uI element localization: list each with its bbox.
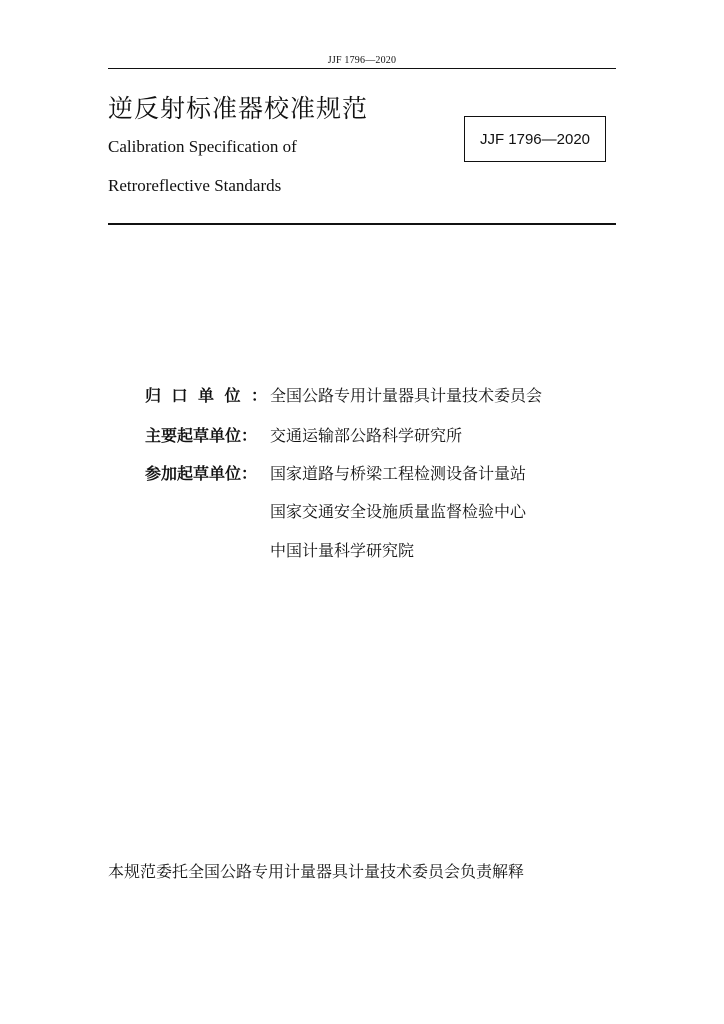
title-rule <box>108 223 616 225</box>
main-drafter-label: 主要起草单位： <box>145 426 258 445</box>
interpretation-note: 本规范委托全国公路专用计量器具计量技术委员会负责解释 <box>108 862 525 881</box>
participating-drafter-value: 国家道路与桥梁工程检测设备计量站 <box>270 464 527 483</box>
org-row-participating-2 <box>145 499 526 522</box>
header-rule <box>108 68 616 69</box>
org-row-participating-3 <box>145 538 414 561</box>
org-label-spacer <box>145 499 270 522</box>
participating-drafter-label: 参加起草单位： <box>145 464 258 483</box>
document-title-english-line2: Retroreflective Standards <box>108 176 282 195</box>
responsible-unit-label: 归口单位： <box>145 386 278 405</box>
document-title-chinese: 逆反射标准器校准规范 <box>108 94 369 123</box>
org-row-responsible <box>145 383 542 406</box>
org-row-participating-1 <box>145 461 526 484</box>
main-drafter-value: 交通运输部公路科学研究所 <box>270 426 463 445</box>
org-label-spacer <box>145 538 270 561</box>
responsible-unit-value: 全国公路专用计量器具计量技术委员会 <box>270 386 543 405</box>
participating-drafter-value: 国家交通安全设施质量监督检验中心 <box>270 502 527 521</box>
participating-drafter-value: 中国计量科学研究院 <box>270 541 415 560</box>
document-code-box: JJF 1796—2020 <box>464 116 606 162</box>
document-title-english-line1: Calibration Specification of <box>108 137 297 156</box>
org-row-main-drafter <box>145 423 462 446</box>
running-header: JJF 1796—2020 <box>327 55 397 66</box>
